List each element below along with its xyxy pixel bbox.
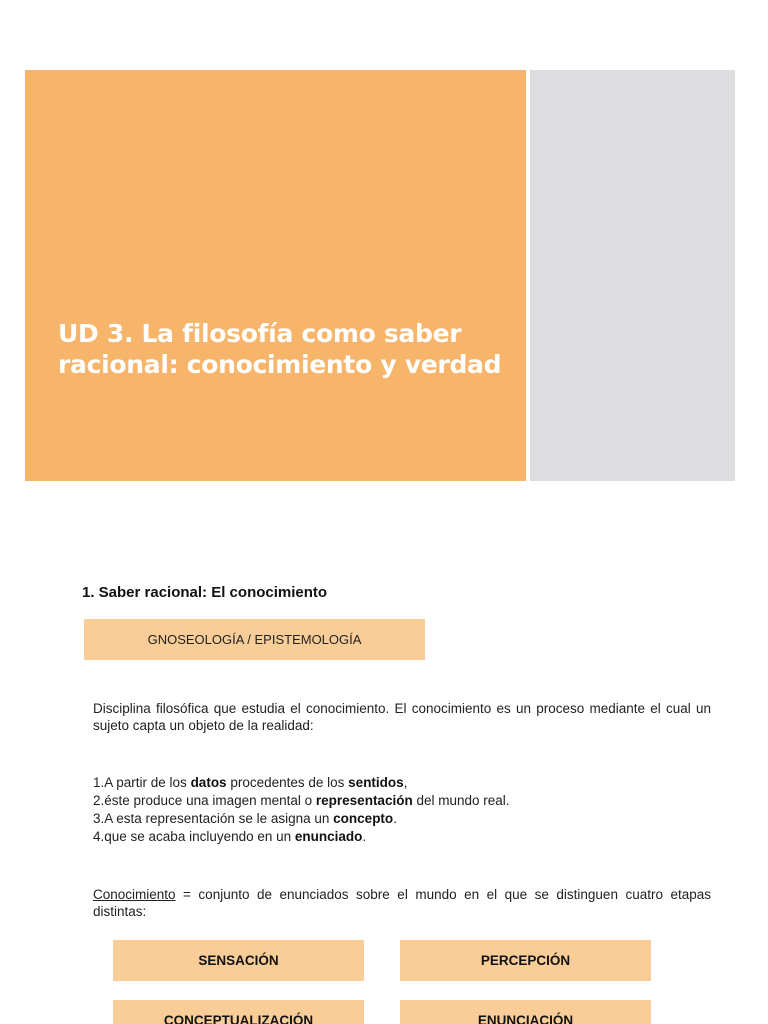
step-1-bold-sentidos: sentidos xyxy=(348,775,404,790)
stage-box-enunciacion xyxy=(400,1000,651,1024)
step-2-bold: representación xyxy=(315,793,413,808)
gnoseologia-label: GNOSEOLOGÍA / EPISTEMOLOGÍA xyxy=(147,632,362,647)
step-1: 1.A partir de los datos procedentes de los sentidos, xyxy=(93,775,408,790)
step-4-bold: enunciado xyxy=(294,829,363,844)
conocimiento-term: Conocimiento xyxy=(93,887,176,902)
conocimiento-definition: = conjunto de enunciados sobre el mundo en el que se distinguen cuatro etapas distintas: xyxy=(93,887,711,919)
stage-label-percepcion: PERCEPCIÓN xyxy=(480,953,571,968)
stage-box-conceptualizacion xyxy=(113,1000,364,1024)
stage-label-sensacion: SENSACIÓN xyxy=(198,953,279,968)
knowledge-steps-list xyxy=(93,774,510,846)
step-1-bold-datos: datos xyxy=(190,775,227,790)
title-banner xyxy=(25,70,526,481)
title-line-2: racional: conocimiento y verdad xyxy=(58,350,502,379)
section-heading: 1. Saber racional: El conocimiento xyxy=(82,584,328,601)
stage-box-sensacion xyxy=(113,940,364,981)
title-side-panel xyxy=(530,70,735,481)
stage-box-percepcion xyxy=(400,940,651,981)
step-3: 3.A esta representación se le asigna un concepto. xyxy=(93,811,397,826)
definition-paragraph: Disciplina filosófica que estudia el conocimiento. El conocimiento es un proceso mediante el cual un sujeto capta un objeto de la realidad: xyxy=(93,701,711,733)
stage-label-enunciacion: ENUNCIACIÓN xyxy=(477,1013,574,1024)
document-title xyxy=(58,318,518,380)
title-line-1: UD 3. La filosofía como saber xyxy=(58,319,462,348)
step-4: 4.que se acaba incluyendo en un enunciado. xyxy=(93,829,367,844)
stage-label-conceptualizacion: CONCEPTUALIZACIÓN xyxy=(163,1013,314,1024)
step-3-bold: concepto xyxy=(333,811,394,826)
conocimiento-paragraph xyxy=(93,886,711,920)
gnoseologia-label-box xyxy=(84,619,425,660)
step-2: 2.éste produce una imagen mental o representación del mundo real. xyxy=(93,793,510,808)
